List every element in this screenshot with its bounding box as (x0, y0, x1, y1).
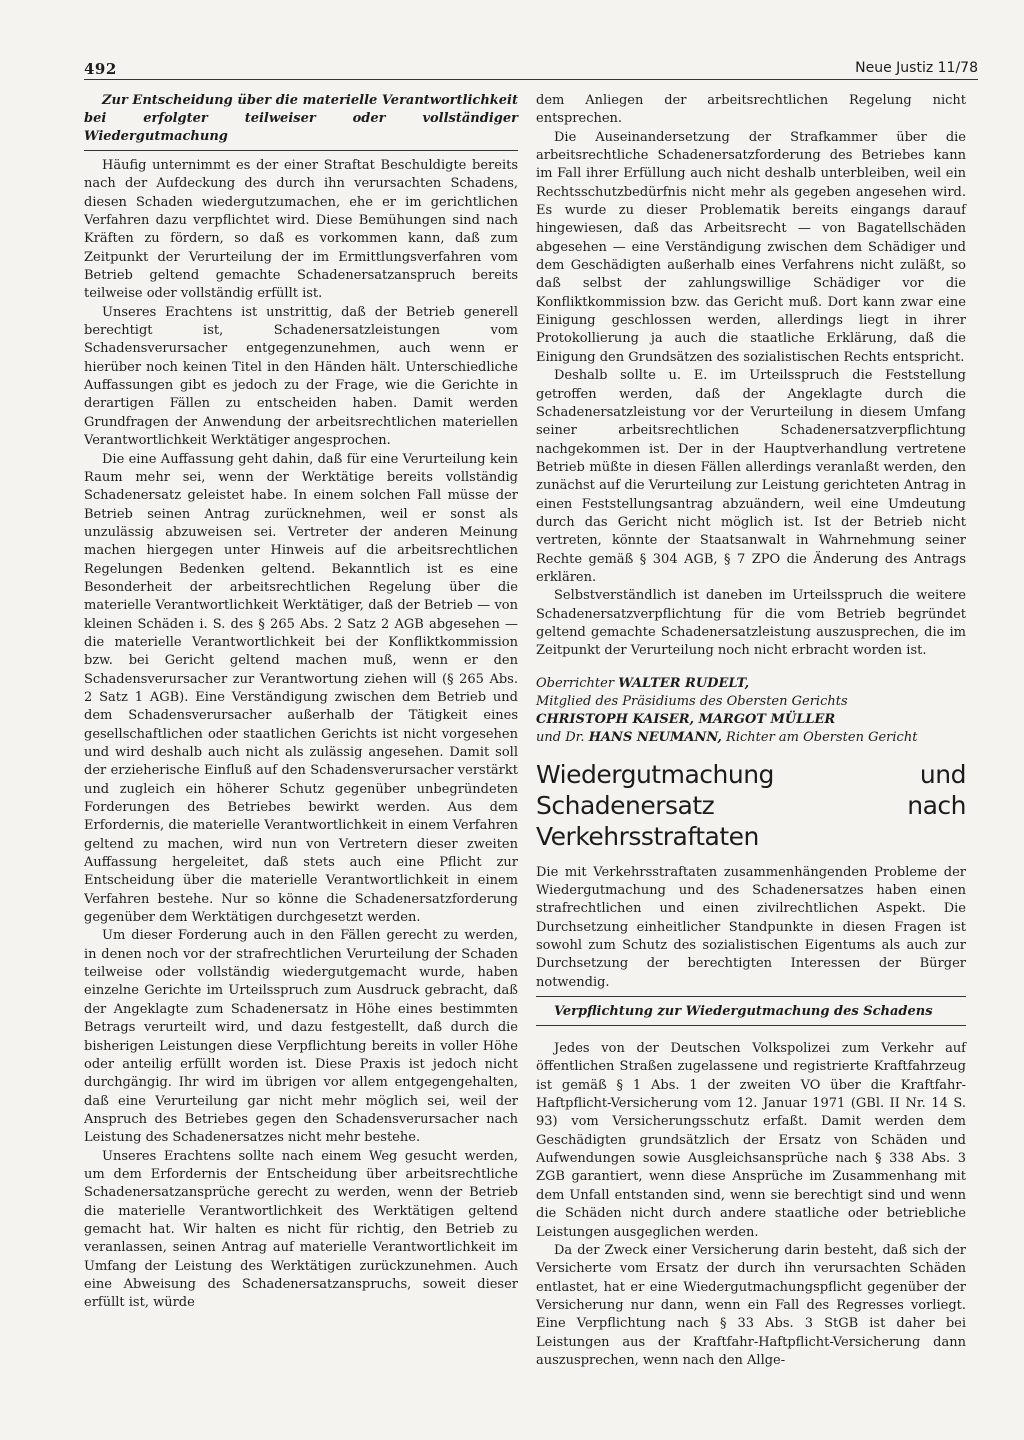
section-rule (536, 996, 966, 997)
paragraph: Deshalb sollte u. E. im Urteilsspruch die Feststellung getroffen werden, daß der Angeklagte durch die Schadenersatzleistung vor der Verurteilung in diesem Umfang seiner arbeitsrechtlichen Schadenersatzverpflichtung nachgekommen ist. Der in der Hauptverhandlung vertretene Betrieb müßte in diesen Fällen allerdings veranlaßt werden, den zunächst auf die Verurteilung zur Leistung gerichteten Antrag in einen Feststellungsantrag abzuändern, weil eine Umdeutung durch das Gericht nicht möglich ist. Ist der Betrieb nicht vertreten, könnte der Staatsanwalt in Wahrnehmung seiner Rechte gemäß § 304 AGB, § 7 ZPO die Änderung des Antrags erklären. (536, 368, 966, 585)
intro-paragraph: Die mit Verkehrsstraftaten zusammenhängenden Probleme der Wiedergutmachung und des Schadenersatzes haben einen strafrechtlichen und einen zivilrechtlichen Aspekt. Die Durchsetzung einheitlicher Standpunkte in diesen Fragen ist sowohl zum Schutz des sozialistischen Eigentums als auch zur Durchsetzung der berechtigten Interessen der Bürger notwendig. (536, 864, 966, 990)
section-heading: Zur Entscheidung über die materielle Verantwortlichkeit bei erfolgter teilweiser oder vollständiger Wiedergutmachung (84, 93, 518, 144)
author-line: Oberrichter WALTER RUDELT, (536, 675, 750, 691)
paragraph: Da der Zweck einer Versicherung darin besteht, daß sich der Versicherte vom Ersatz der durch ihn verursachten Schäden entlastet, hat er eine Wiedergutmachungspflicht gegenüber der Versicherung nur dann, wenn ein Fall des Regresses vorliegt. Eine Verpflichtung nach § 33 Abs. 3 StGB ist daher bei Leistungen aus der Kraftfahr-Haftpflicht-Versicherung dann auszusprechen, wenn nach den Allge- (536, 1242, 966, 1368)
section-subheading: Verpflichtung zur Wiedergutmachung des Schadens (554, 1004, 933, 1020)
section-rule (84, 150, 518, 151)
paragraph-continued: dem Anliegen der arbeitsrechtlichen Regelung nicht entsprechen. (536, 93, 966, 127)
page-number: 492 (84, 60, 117, 78)
left-column (84, 92, 518, 1313)
header-rule (84, 79, 978, 80)
paragraph: Um dieser Forderung auch in den Fällen gerecht zu werden, in denen noch vor der strafrechtlichen Verurteilung der Schaden teilweise oder vollständig wiedergutgemacht wurde, haben einzelne Gerichte im Urteilsspruch zum Ausdruck gebracht, daß der Angeklagte zum Schadenersatz in Höhe eines bestimmten Betrags verurteilt wird, und dazu festgestellt, daß durch die bisherigen Leistungen diese Verpflichtung bereits in voller Höhe oder anteilig erfüllt worden ist. Diese Praxis ist jedoch nicht durchgängig. Ihr wird im übrigen vor allem entgegengehalten, daß eine Verurteilung gar nicht mehr möglich sei, weil der Anspruch des Betriebes gegen den Schadensverursacher nach Leistung des Schadenersatzes nicht mehr bestehe. (84, 928, 518, 1146)
paragraph: Die Auseinandersetzung der Strafkammer über die arbeitsrechtliche Schadenersatzforderung des Betriebes kann im Fall ihrer Erfüllung auch nicht deshalb unterbleiben, weil ein Rechtsschutzbedürfnis nicht mehr als gegeben angesehen wird. Es wurde zu dieser Problematik bereits eingangs darauf hingewiesen, daß das Arbeitsrecht — von Bagatellschäden abgesehen — eine Verständigung zwischen dem Schädiger und dem Geschädigten außerhalb eines Verfahrens nicht zuläßt, so daß selbst der zahlungswillige Schädiger vor die Konfliktkommission bzw. das Gericht muß. Dort kann zwar eine Einigung geschlossen werden, allerdings liegt in ihrer Protokollierung ja auch die staatliche Erklärung, daß die Einigung den Grundsätzen des sozialistischen Rechts entspricht. (536, 129, 966, 365)
author-line: und Dr. HANS NEUMANN, Richter am Obersten Gericht (536, 729, 918, 745)
paragraph: Unseres Erachtens ist unstrittig, daß der Betrieb generell berechtigt ist, Schadenersatzleistungen vom Schadensverursacher entgegenzunehmen, auch wenn er hierüber noch keinen Titel in den Händen hält. Unterschiedliche Auffassungen gibt es jedoch zu der Frage, wie die Gerichte in derartigen Fällen zu entscheiden haben. Damit werden Grundfragen der Anwendung der arbeitsrechtlichen materiellen Verantwortlichkeit Werktätiger angesprochen. (84, 304, 518, 449)
section-rule (536, 1025, 966, 1026)
paragraph: Unseres Erachtens sollte nach einem Weg gesucht werden, um dem Erfordernis der Entscheidung über arbeitsrechtliche Schadenersatzansprüche gerecht zu werden, wenn der Betrieb die materielle Verantwortlichkeit des Werktätigen geltend gemacht hat. Wir halten es nicht für richtig, den Betrieb zu veranlassen, seinen Antrag auf materielle Verantwortlichkeit im Umfang der Leistung des Werktätigen zurückzunehmen. Auch eine Abweisung des Schadenersatzanspruchs, soweit dieser erfüllt ist, würde (84, 1148, 518, 1311)
journal-issue: Neue Justiz 11/78 (855, 60, 978, 76)
paragraph: Selbstverständlich ist daneben im Urteilsspruch die weitere Schadenersatzverpflichtung für die vom Betrieb begründet geltend gemachte Schadenersatzleistung auszusprechen, die im Zeitpunkt der Verurteilung noch nicht erbracht worden ist. (536, 588, 966, 659)
paragraph: Jedes von der Deutschen Volkspolizei zum Verkehr auf öffentlichen Straßen zugelassene und registrierte Kraftfahrzeug ist gemäß § 1 Abs. 1 der zweiten VO über die Kraftfahr-Haftpflicht-Versicherung vom 12. Januar 1971 (GBl. II Nr. 14 S. 93) vom Versicherungsschutz erfaßt. Damit werden dem Geschädigten grundsätzlich der Ersatz von Schäden und Aufwendungen sowie Ausgleichsansprüche nach § 338 Abs. 3 ZGB garantiert, wenn diese Ansprüche im Zusammenhang mit dem Unfall entstanden sind, wenn sie berechtigt sind und wenn die Schäden nicht durch andere staatliche oder betriebliche Leistungen ausgeglichen werden. (536, 1041, 966, 1240)
author-line: CHRISTOPH KAISER, MARGOT MÜLLER (536, 711, 836, 727)
author-block (536, 675, 966, 747)
paragraph: Die eine Auffassung geht dahin, daß für eine Verurteilung kein Raum mehr sei, wenn der Werktätige bereits vollständig Schadenersatz geleistet habe. In einem solchen Fall müsse der Betrieb seinen Antrag zurücknehmen, weil er sonst als unzulässig abzuweisen sei. Vertreter der anderen Meinung machen hiergegen unter Hinweis auf die arbeitsrechtlichen Regelungen Bedenken geltend. Bekanntlich ist es eine Besonderheit der arbeitsrechtlichen Regelung über die materielle Verantwortlichkeit Werktätiger, daß der Betrieb — von kleinen Schäden i. S. des § 265 Abs. 2 Satz 2 AGB abgesehen — die materielle Verantwortlichkeit bei der Konfliktkommission bzw. bei Gericht geltend machen muß, wenn er den Schadensverursacher zur Verantwortung ziehen will (§ 265 Abs. 2 Satz 1 AGB). Eine Verständigung zwischen dem Betrieb und dem Schadensverursacher außerhalb der Tätigkeit eines gesellschaftlichen oder staatlichen Gerichts ist nicht vorgesehen und wird deshalb auch nicht als zulässig angesehen. Damit soll der erzieherische Einfluß auf den Schadensverursacher verstärkt und zugleich ein höherer Schutz gegenüber unbegründeten Forderungen des Betriebes bewirkt werden. Aus dem Erfordernis, die materielle Verantwortlichkeit in einem Verfahren geltend zu machen, wird nun von Vertretern dieser zweiten Auffassung hergeleitet, daß stets auch eine Pflicht zur Entscheidung über die materielle Verantwortlichkeit in einem Verfahren bestehe. Nur so könne die Schadenersatzforderung gegenüber dem Werktätigen durchgesetzt werden. (84, 451, 518, 926)
article-intro (536, 864, 966, 992)
right-column (536, 92, 966, 1370)
author-line: Mitglied des Präsidiums des Obersten Gerichts (536, 693, 848, 709)
paragraph: Häufig unternimmt es der einer Straftat Beschuldigte bereits nach der Aufdeckung des durch ihn verursachten Schadens, diesen Schaden wiedergutzumachen, ehe er im gerichtlichen Verfahren dazu verpflichtet wird. Diese Bemühungen sind nach Kräften zu fördern, so daß es vorkommen kann, daß zum Zeitpunkt der Verurteilung der im Ermittlungsverfahren vom Betrieb geltend gemachte Schadenersatzanspruch bereits teilweise oder vollständig erfüllt ist. (84, 158, 518, 302)
article-title: Wiedergutmachung und Schadenersatz nach Verkehrsstraftaten (536, 759, 966, 851)
